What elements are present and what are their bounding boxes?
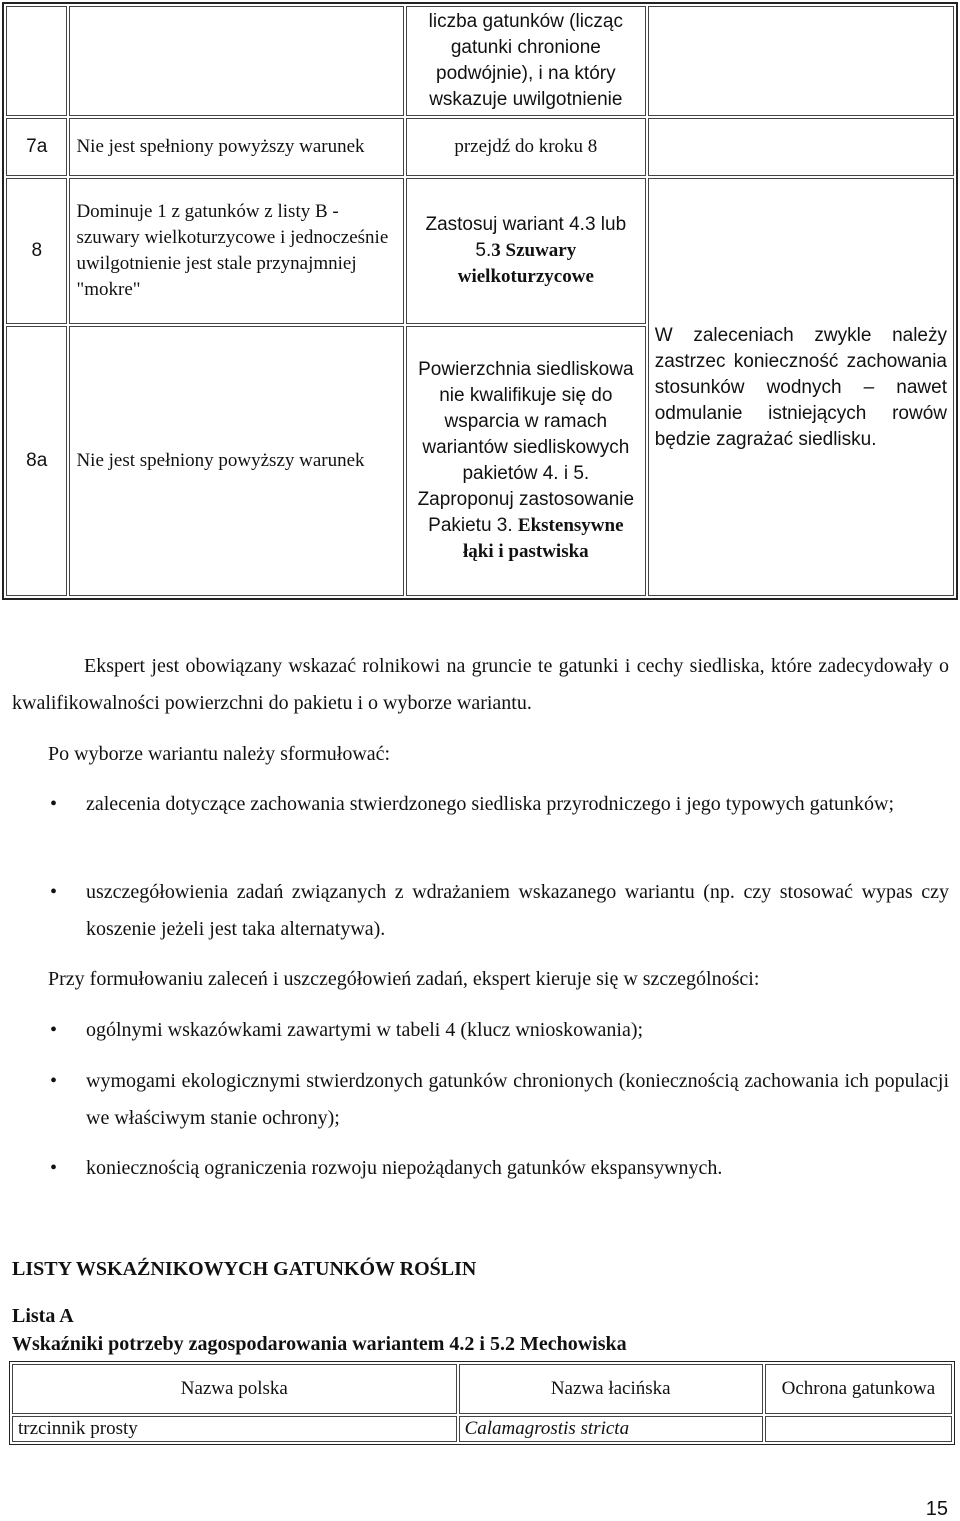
cell-protection [765,1416,952,1442]
bullet-icon: • [50,1157,58,1179]
list-item: zalecenia dotyczące zachowania stwierdzonego siedliska przyrodniczego i jego typowych gatunków; [86,793,895,815]
key-cell-recommendation [648,178,954,596]
key-cell-action [406,326,646,596]
list-item: ogólnymi wskazówkami zawartymi w tabeli 4 (klucz wnioskowania); [86,1019,644,1041]
key-row-top [6,6,954,116]
key-cell-action: liczba gatunków (licząc gatunki chronione podwójnie), i na który wskazuje uwilgotnienie [406,6,646,116]
list-item: uszczegółowienia zadań związanych z wdrażaniem wskazanego wariantu (np. czy stosować wypas czy koszenie jeżeli jest taka alternatywa). [86,881,949,940]
bullet-icon: • [50,1070,58,1092]
bullet-icon: • [50,793,58,815]
cell-latin-name: Calamagrostis stricta [459,1416,763,1442]
table-row [12,1416,952,1442]
key-row-7a [6,118,954,176]
section-title: LISTY WSKAŹNIKOWYCH GATUNKÓW ROŚLIN [12,1258,477,1280]
species-header-row [12,1364,952,1414]
action-package-bold: Ekstensywne łąki i pastwiska [463,515,624,562]
key-table [2,2,958,600]
bullet-icon: • [50,1019,58,1041]
key-cell-recommendation [648,118,954,176]
paragraph-formulation: Przy formułowaniu zaleceń i uszczegółowień zadań, ekspert kieruje się w szczególności: [48,968,760,990]
header-latin-name: Nazwa łacińska [459,1364,763,1414]
key-row-8 [6,178,954,324]
paragraph-expert-duty: Ekspert jest obowiązany wskazać rolnikowi na gruncie te gatunki i cechy siedliska, które zadecydowały o kwalifikowalności powierzchni do pakietu i o wyborze wariantu. [12,655,949,714]
key-cell-id: 7a [6,118,67,176]
key-cell-action: przejdź do kroku 8 [406,118,646,176]
list-item: wymogami ekologicznymi stwierdzonych gatunków chronionych (koniecznością zachowania ich populacji we właściwym stanie ochrony); [86,1070,949,1129]
bullet-icon: • [50,881,58,903]
action-variant-bold: 3 Szuwary wielkoturzycowe [457,240,594,287]
key-cell-condition: Nie jest spełniony powyższy warunek [69,118,403,176]
key-cell-condition: Dominuje 1 z gatunków z listy B - szuwary wielkoturzycowe i jednocześnie uwilgotnienie jest stale przynajmniej "mokre" [69,178,403,324]
list-title: Lista A [12,1305,74,1327]
key-cell-condition [69,6,403,116]
key-cell-id: 8a [6,326,67,596]
recommendation-text: W zaleceniach zwykle należy zastrzec konieczność zachowania stosunków wodnych – nawet odmulanie istniejących rowów będzie zagrażać siedlisku. [654,325,947,450]
header-protection: Ochrona gatunkowa [765,1364,952,1414]
action-text: Zastosuj wariant 4.3 lub 5. [425,214,627,261]
cell-polish-name: trzcinnik prosty [12,1416,457,1442]
key-cell-id [6,6,67,116]
list-item: koniecznością ograniczenia rozwoju niepożądanych gatunków ekspansywnych. [86,1157,723,1179]
key-cell-action [406,178,646,324]
key-cell-condition: Nie jest spełniony powyższy warunek [69,326,403,596]
header-polish-name: Nazwa polska [12,1364,457,1414]
action-text: Powierzchnia siedliskowa nie kwalifikuje się do wsparcia w ramach wariantów siedliskowych pakietów 4. i 5. Zaproponuj zastosowanie Pakietu 3. [417,359,635,536]
key-cell-recommendation [648,6,954,116]
paragraph-after-choice: Po wyborze wariantu należy sformułować: [48,743,391,765]
list-subtitle: Wskaźniki potrzeby zagospodarowania wariantem 4.2 i 5.2 Mechowiska [12,1333,627,1355]
page-number: 15 [925,1498,948,1520]
key-cell-id: 8 [6,178,67,324]
species-table [9,1361,955,1445]
